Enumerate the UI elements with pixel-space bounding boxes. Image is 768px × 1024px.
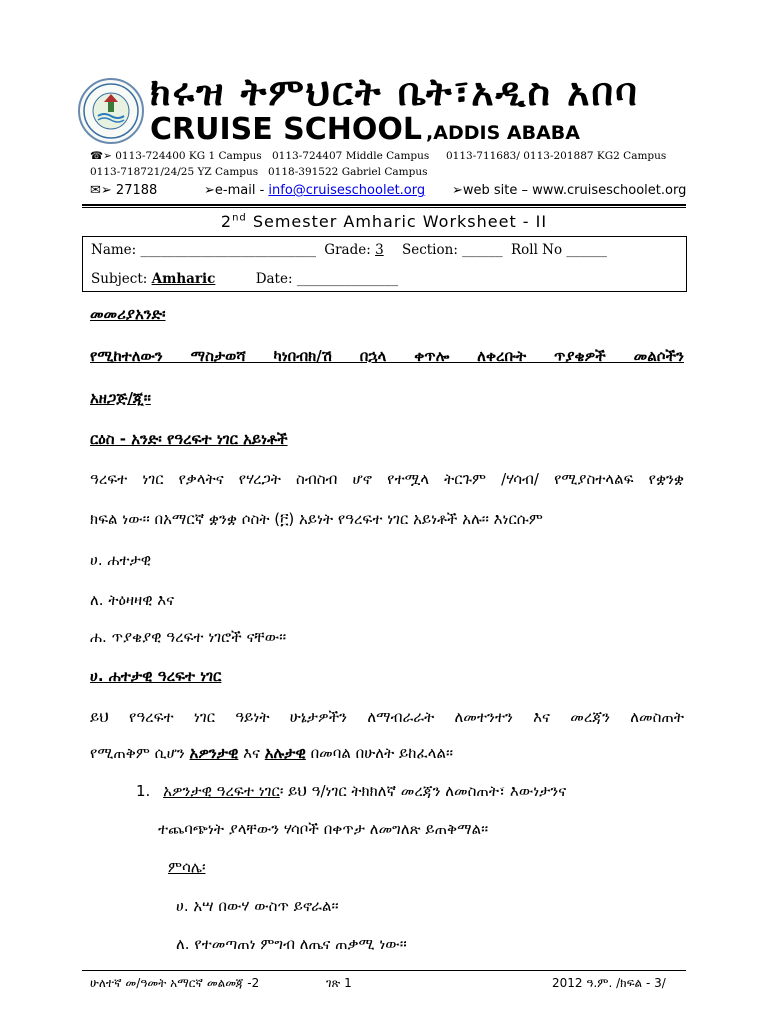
worksheet-title: 2nd Semester Amharic Worksheet - II — [220, 212, 548, 231]
school-logo — [78, 78, 144, 144]
paragraph-1-line-1: ዓረፍተ ነገር የቃላትና የሃረጋት ስብስብ ሆኖ የተሟላ ትርጉም /ሃሳብ/ የሚያስተላልፍ የቋንቋ — [90, 470, 684, 488]
contact-email: ➢e-mail - info@cruiseschoolet.org — [204, 183, 426, 198]
school-logo-icon — [82, 82, 140, 140]
contact-website: ➢web site – www.cruiseschoolet.org — [452, 183, 687, 198]
paragraph-2-line-2: የሚጠቅም ሲሆን አዎንታዊ እና አሉታዊ በመባል በሁለት ይከፈላል፡፡ — [90, 744, 454, 762]
school-title-english — [150, 112, 580, 147]
instruction-heading: መመሪያአንድ፡ — [90, 305, 166, 323]
topic-heading: ርዕስ - አንድ፡ የዓረፍተ ነገር አይነቶች — [90, 430, 288, 448]
subject-value: Amharic — [151, 271, 216, 287]
roll-field[interactable]: ______ — [566, 242, 607, 258]
list-item-term: አዎንታዊ ዓረፍተ ነገር — [163, 782, 280, 800]
list-number: 1. — [136, 782, 151, 800]
phone-icon: ☎ — [90, 150, 104, 162]
list-item-1-line-2: ተጨባጭነት ያላቸውን ሃሳቦች በቀጥታ ለመግለጽ ይጠቅማል፡፡ — [158, 820, 489, 838]
instruction-line-1: የሚከተለውን ማስታወሻ ካነበብክ/ሽ በኋላ ቀጥሎ ለቀረቡት ጥያቄዎች መልሶችን — [90, 347, 684, 365]
term-negative: አሉታዊ — [264, 744, 306, 762]
school-title-amharic: ክሩዝ ትምህርት ቤት፣አዲስ አበባ — [150, 70, 639, 114]
envelope-icon: ✉ — [90, 183, 101, 198]
footer-right: 2012 ዓ.ም. /ክፍል - 3/ — [552, 976, 666, 990]
list-item-1: 1. አዎንታዊ ዓረፍተ ነገር፡ ይህ ዓ/ነገር ትክክለኛ መረጃን ለመስጠት፣ እውነታንና — [136, 782, 567, 800]
sub-heading: ሀ. ሐተታዊ ዓረፍተ ነገር — [90, 667, 222, 685]
example-label: ምሳሌ፡ — [168, 858, 206, 876]
type-item-3: ሐ. ጥያቄያዊ ዓረፍተ ነገሮች ናቸው፡፡ — [90, 628, 287, 646]
header-divider — [82, 204, 686, 206]
footer-divider — [82, 970, 686, 971]
grade-label: Grade: — [324, 242, 376, 258]
date-field[interactable]: Date: _______________ — [255, 271, 399, 287]
instruction-line-2: አዘጋጅ/ጂ፡፡ — [90, 389, 151, 407]
contact-phone-1: ☎➢ 0113-724400 KG 1 Campus — [90, 150, 262, 162]
school-name: CRUISE SCHOOL — [150, 112, 423, 147]
school-city: ,ADDIS ABABA — [426, 122, 580, 144]
contact-phone-2: 0113-724407 Middle Campus — [272, 150, 430, 162]
term-affirmative: አዎንታዊ — [189, 744, 239, 762]
contact-phone-5: 0118-391522 Gabriel Campus — [268, 166, 428, 178]
footer-left: ሁለተኛ መ/ዓመት አማርኛ መልመጃ -2 — [90, 976, 260, 990]
paragraph-2-line-1: ይህ የዓረፍተ ነገር ዓይነት ሁኔታዎችን ለማብራራት ለመተንተን እና መረጃን ለመስጠት — [90, 708, 684, 726]
header-divider-thin — [82, 207, 686, 208]
subject-label: Subject: — [91, 271, 152, 287]
grade-value: 3 — [375, 242, 384, 258]
paragraph-1-line-2: ክፍል ነው፡፡ በአማርኛ ቋንቋ ሶስት (፫) አይነት የዓረፍተ ነገር አይነቶች አሉ፡፡ እነርሱም — [90, 510, 543, 528]
footer-page-number: ገጽ 1 — [326, 976, 352, 990]
type-item-2: ለ. ትዕዛዛዊ እና — [90, 591, 175, 609]
info-row-1 — [91, 242, 607, 258]
example-2: ለ. የተመጣጠነ ምግብ ለጤና ጠቃሚ ነው፡፡ — [176, 935, 407, 953]
section-field[interactable]: Section: ______ — [401, 242, 503, 258]
student-info-box — [82, 236, 687, 292]
contact-phone-3: 0113-711683/ 0113-201887 KG2 Campus — [446, 150, 667, 162]
type-item-1: ሀ. ሐተታዊ — [90, 551, 152, 569]
name-field[interactable]: Name: __________________________ — [91, 242, 316, 258]
roll-label: Roll No — [510, 242, 563, 258]
email-link[interactable]: info@cruiseschoolet.org — [268, 183, 426, 198]
example-1: ሀ. አሣ በውሃ ውስጥ ይኖራል፡፡ — [176, 897, 339, 915]
contact-pobox: ✉➢ 27188 — [90, 183, 158, 198]
info-row-2 — [91, 271, 398, 287]
contact-phone-4: 0113-718721/24/25 YZ Campus — [90, 166, 259, 178]
